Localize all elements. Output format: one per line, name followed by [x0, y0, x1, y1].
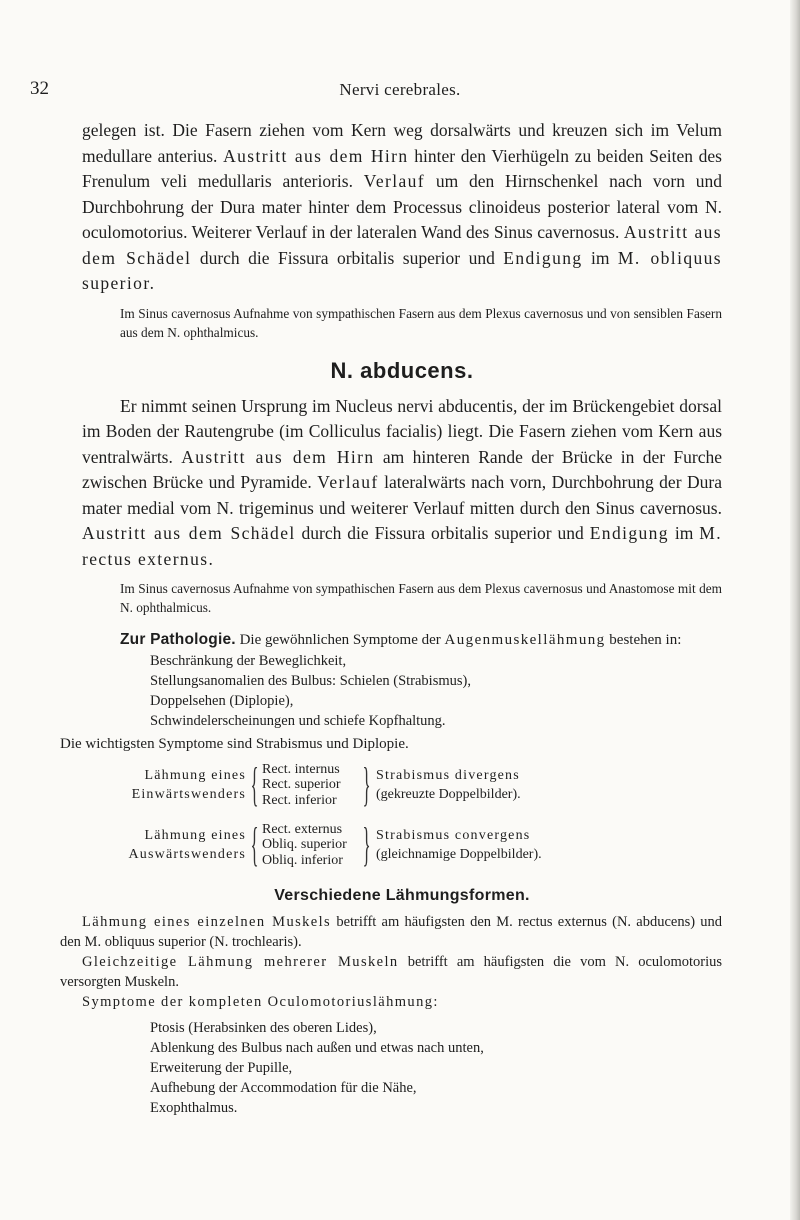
list-item: Exophthalmus.	[150, 1100, 238, 1116]
formen-paragraph: Symptome der kompleten Oculomotoriuslähmung:	[82, 994, 439, 1010]
result-name: Strabismus convergens	[376, 828, 531, 843]
muscle-name: Obliq. inferior	[262, 852, 343, 868]
paralysis-type: Lähmung eines	[144, 828, 246, 843]
muscle-name: Rect. externus	[262, 821, 343, 837]
running-head: Nervi cerebrales.	[339, 80, 461, 99]
oculomotor-symptom-list	[82, 1018, 722, 1118]
muscle-name: Rect. internus	[262, 761, 340, 777]
left-brace: {	[250, 818, 259, 871]
list-item: Ablenkung des Bulbus nach außen und etwas nach unten,	[150, 1040, 484, 1056]
muscle-name: Rect. inferior	[262, 792, 337, 808]
abducens-note: Im Sinus cavernosus Aufnahme von sympathischen Fasern aus dem Plexus cavernosus und Anastomose mit dem N. ophthalmicus.	[120, 581, 722, 615]
formen-paragraph: Lähmung eines einzelnen Muskels betrifft am häufigsten den M. rectus externus (N. abducens) und den M. obliquus superior (N. trochlearis).	[60, 914, 722, 950]
result-description: (gekreuzte Doppelbilder).	[376, 787, 521, 802]
formen-text	[60, 912, 722, 1012]
muscle-name: Rect. superior	[262, 777, 341, 793]
trochlearis-paragraph: gelegen ist. Die Fasern ziehen vom Kern weg dorsalwärts und kreuzen sich im Velum medullare anterius. Austritt aus dem Hirn hinter den Vierhügeln zu beiden Seiten des Frenulum veli medullaris anterioris. Verlauf um den Hirnschenkel nach vorn und Durchbohrung der Dura mater hinter dem Processus clinoideus posterior lateral vom N. oculomotorius. Weiterer Verlauf in der lateralen Wand des Sinus cavernosus. Austritt aus dem Schädel durch die Fissura orbitalis superior und Endigung im M. obliquus superior.	[82, 120, 722, 293]
left-brace: {	[250, 758, 259, 811]
right-brace: }	[362, 818, 371, 871]
section-title-abducens: N. abducens.	[330, 357, 474, 383]
list-item: Stellungsanomalien des Bulbus: Schielen (Strabismus),	[150, 673, 471, 689]
list-item: Ptosis (Herabsinken des oberen Lides),	[150, 1020, 377, 1036]
brace-table-row	[76, 818, 722, 871]
list-item: Beschränkung der Beweglichkeit,	[150, 653, 347, 669]
page-edge-shadow	[790, 0, 800, 1220]
formen-paragraph: Gleichzeitige Lähmung mehrerer Muskeln betrifft am häufigsten die vom N. oculomotorius versorgten Muskeln.	[60, 954, 722, 990]
page-number: 32	[30, 78, 49, 99]
brace-table-row	[76, 758, 722, 811]
list-item: Doppelsehen (Diplopie),	[150, 693, 294, 709]
result-name: Strabismus divergens	[376, 768, 520, 783]
paralysis-type: Auswärtswenders	[128, 847, 246, 862]
result-description: (gleichnamige Doppelbilder).	[376, 847, 542, 862]
paralysis-type: Lähmung eines	[144, 768, 246, 783]
pathologie-intro: Zur Pathologie. Die gewöhnlichen Symptome der Augenmuskellähmung bestehen in:	[120, 631, 682, 648]
list-item: Aufhebung der Accommodation für die Nähe,	[150, 1080, 417, 1096]
list-item: Erweiterung der Pupille,	[150, 1060, 293, 1076]
trochlearis-note: Im Sinus cavernosus Aufnahme von sympathischen Fasern aus dem Plexus cavernosus und von sensiblen Fasern aus dem N. ophthalmicus.	[120, 305, 722, 340]
pathologie-summary: Die wichtigsten Symptome sind Strabismus und Diplopie.	[60, 736, 409, 752]
muscle-name: Obliq. superior	[262, 837, 347, 853]
right-brace: }	[362, 758, 371, 811]
pathologie-symptom-list	[82, 651, 722, 731]
abducens-paragraph: Er nimmt seinen Ursprung im Nucleus nervi abducentis, der im Brückengebiet dorsal im Boden der Rautengrube (im Colliculus facialis) liegt. Die Fasern ziehen vom Kern aus ventralwärts. Austritt aus dem Hirn am hinteren Rande der Brücke in der Furche zwischen Brücke und Pyramide. Verlauf lateralwärts nach vorn, Durchbohrung der Dura mater medial vom N. trigeminus und weiterer Verlauf mitten durch den Sinus cavernosus. Austritt aus dem Schädel durch die Fissura orbitalis superior und Endigung im M. rectus externus.	[82, 395, 722, 569]
paralysis-type: Einwärtswenders	[131, 787, 246, 802]
list-item: Schwindelerscheinungen und schiefe Kopfhaltung.	[150, 713, 446, 729]
page-body	[60, 118, 722, 1118]
section-title-formen: Verschiedene Lähmungsformen.	[274, 887, 530, 904]
